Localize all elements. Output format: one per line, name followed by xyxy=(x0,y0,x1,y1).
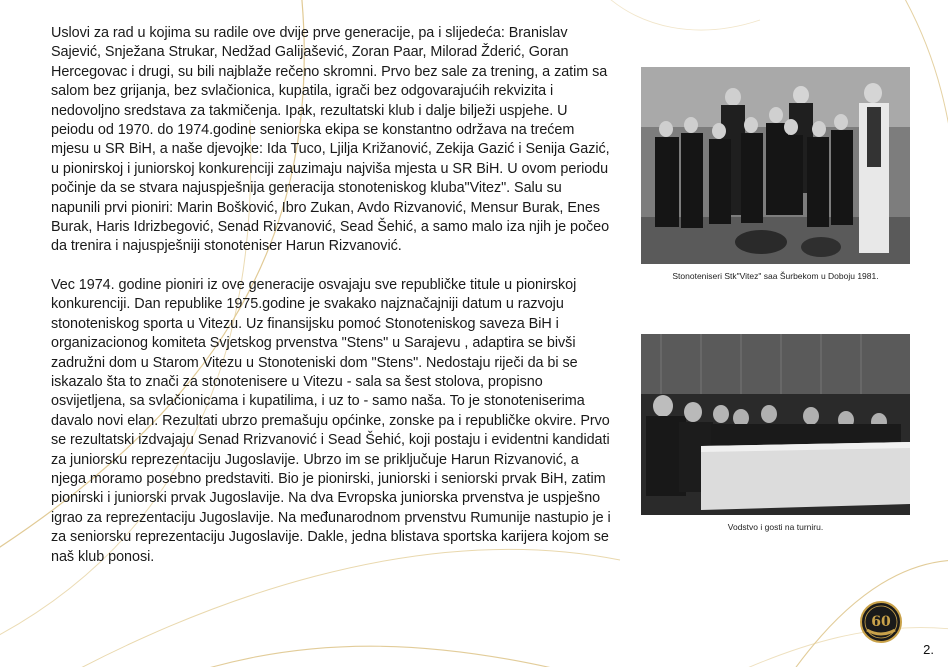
team-photo-caption: Stonoteniseri Stk"Vitez" saa Šurbekom u Doboju 1981. xyxy=(672,271,879,281)
paragraph-2: Vec 1974. godine pioniri iz ove generacije osvajaju sve republičke titule u pionirskoj konkurenciji. Dan republike 1975.godine je svakako najznačajniji datum u razvoju stonoteniskog sporta u Vitezu. Uz finansijsku pomoć Stonoteniskog saveza BiH i organizacionog komiteta Svjetskog prvenstva "Stens" u Sarajevu , adaptira se bivši zadružni dom u Starom Vitezu u Stonoteniski dom "Stens". Nedostaju riječi da bi se iskazalo šta to znači za stonotenisere u Vitezu - sala sa šest stolova, propisno osvijetljena, sa svlačionicama i kupatilima, i uz to - samo naša. To je stonoteniserima davalo novi elan. Rezultati ubrzo premašuju općinke, zonske pa i republičke okvire. Prvo se rezultatski izdvajaju Senad Rrizvanović i Sead Šehić, koji postaju i evidentni kandidati za juniorsku reprezentaciju Jugoslavije. Ubrzo im se priključuje Harun Rizvanović, a njega moramo posebno predstaviti. Bio je pionirski, juniorski i seniorski prvak BiH, zatim pionirski i juniorski prvak Jugoslavije. Na dva Evropska juniorska prvenstva je uspješno igrao za reprezentaciju Jugoslavije. Na međunarodnom prvenstvu Rumunije nastupio je i za seniorsku reprezentaciju Jugoslavije. Dakle, jedna blistava sportska karijera kojom se naš klub ponosi. xyxy=(51,276,611,565)
officials-photo xyxy=(641,334,910,515)
team-photo xyxy=(641,67,910,264)
article-text xyxy=(51,24,611,586)
page-number: 2. xyxy=(923,642,934,657)
badge-number: 60 xyxy=(871,614,891,630)
officials-photo-caption: Vodstvo i gosti na turniru. xyxy=(727,522,824,532)
anniversary-badge-icon xyxy=(859,600,903,644)
paragraph-1: Uslovi za rad u kojima su radile ove dvije prve generacije, pa i slijedeća: Branislav Sajević, Snježana Strukar, Nedžad Galijašević, Zoran Paar, Milorad Žderić, Goran Hercegovac i drugi, su bili najblaže rečeno skromni. Prvo bez sale za trening, a zatim sa salom bez grijanja, bez svlačionica, kupatila, igrači bez odgovarajućih rekvizita i nedovoljno sredstava za takmičenja. Ipak, rezultatski klub i dalje bilježi uspjehe. U peiodu od 1970. do 1974.godine seniorska ekipa se konstantno održava na trećem mjesu u SR BiH, a naše djevojke: Ida Tuco, Ljilja Križanović, Zekija Gazić i Senija Gazić, u pionirskoj i juniorskoj konkurenciji zauzimaju najviša mjesta u SR BiH. U ovom periodu počinje da se stvara najuspješnija generacija stonoteniskog kluba"Vitez". Salu su napunili prvi pioniri: Marin Bošković, Ibro Zukan, Avdo Rizvanović, Mensur Burak, Enes Burak, Haris Idrizbegović, Senad Rizvanović, Sead Šehić, a samo malo iza njih je počeo da trenira i najuspješniji stonoteniser Harun Rizvanović. xyxy=(51,25,610,255)
